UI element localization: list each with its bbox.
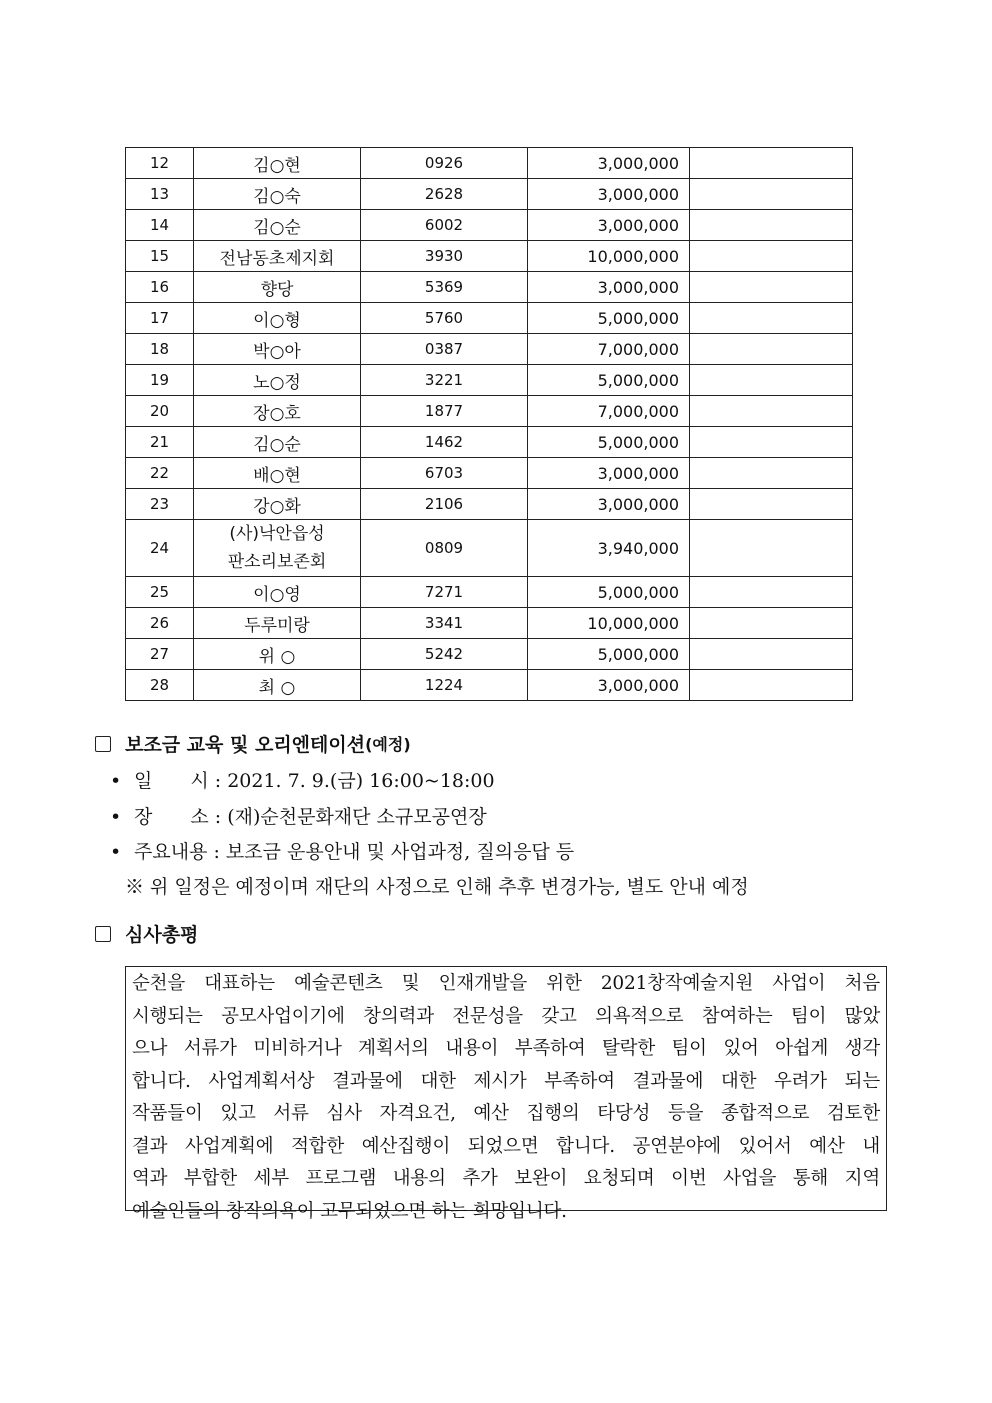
table-row bbox=[126, 241, 853, 272]
cell-note bbox=[690, 670, 853, 701]
review-line: 합니다. 사업계획서상 결과물에 대한 제시가 부족하여 결과물에 대한 우려가 되는 bbox=[132, 1070, 880, 1092]
table-row bbox=[126, 210, 853, 241]
table-row bbox=[126, 148, 853, 179]
cell-note bbox=[690, 148, 853, 179]
cell-number: 19 bbox=[126, 365, 194, 396]
cell-amount: 5,000,000 bbox=[528, 365, 690, 396]
cell-code: 0926 bbox=[361, 148, 528, 179]
info-line-date bbox=[110, 766, 495, 793]
cell-number: 21 bbox=[126, 427, 194, 458]
cell-note bbox=[690, 210, 853, 241]
table-row bbox=[126, 427, 853, 458]
table-row bbox=[126, 520, 853, 577]
review-line: 예술인들의 창작의욕이 고무되었으면 하는 희망입니다. bbox=[132, 1200, 567, 1222]
cell-name: 이○형 bbox=[194, 303, 361, 334]
section-title: 심사총평 bbox=[125, 924, 199, 946]
cell-amount: 5,000,000 bbox=[528, 577, 690, 608]
cell-code: 5369 bbox=[361, 272, 528, 303]
cell-name: 장○호 bbox=[194, 396, 361, 427]
info-line-content bbox=[110, 837, 574, 864]
cell-code: 3221 bbox=[361, 365, 528, 396]
table-row bbox=[126, 365, 853, 396]
cell-note bbox=[690, 365, 853, 396]
table-row bbox=[126, 303, 853, 334]
cell-note bbox=[690, 427, 853, 458]
table-row bbox=[126, 396, 853, 427]
table-row bbox=[126, 458, 853, 489]
cell-number: 20 bbox=[126, 396, 194, 427]
cell-number: 25 bbox=[126, 577, 194, 608]
cell-code: 3341 bbox=[361, 608, 528, 639]
applicant-table-body bbox=[126, 148, 853, 701]
checkbox-square-icon bbox=[95, 926, 111, 942]
checkbox-square-icon bbox=[95, 736, 111, 752]
cell-number: 27 bbox=[126, 639, 194, 670]
cell-note bbox=[690, 520, 853, 577]
cell-amount: 7,000,000 bbox=[528, 396, 690, 427]
cell-code: 0387 bbox=[361, 334, 528, 365]
info-label: 장 소 bbox=[134, 806, 209, 828]
cell-name: 강○화 bbox=[194, 489, 361, 520]
cell-name: 두루미랑 bbox=[194, 608, 361, 639]
cell-name-line: (사)낙안읍성 bbox=[229, 524, 325, 544]
review-line: 시행되는 공모사업이기에 창의력과 전문성을 갖고 의욕적으로 참여하는 팀이 많았 bbox=[132, 1005, 880, 1027]
review-line: 결과 사업계획에 적합한 예산집행이 되었으면 합니다. 공연분야에 있어서 예산 내 bbox=[132, 1135, 880, 1157]
cell-number: 12 bbox=[126, 148, 194, 179]
info-label: 주요내용 bbox=[134, 841, 208, 863]
cell-name: 이○영 bbox=[194, 577, 361, 608]
cell-amount: 5,000,000 bbox=[528, 427, 690, 458]
cell-code: 5242 bbox=[361, 639, 528, 670]
cell-code: 7271 bbox=[361, 577, 528, 608]
cell-number: 22 bbox=[126, 458, 194, 489]
cell-amount: 3,000,000 bbox=[528, 148, 690, 179]
cell-note bbox=[690, 334, 853, 365]
review-line: 으나 서류가 미비하거나 계획서의 내용이 부족하여 탈락한 팀이 있어 아쉽게 생각 bbox=[132, 1038, 880, 1059]
section-heading-review bbox=[95, 920, 198, 947]
cell-name: 향당 bbox=[194, 272, 361, 303]
review-summary-box bbox=[125, 966, 887, 1222]
cell-amount: 5,000,000 bbox=[528, 639, 690, 670]
cell-name-line: 판소리보존회 bbox=[227, 552, 327, 572]
bullet-icon: • bbox=[110, 841, 122, 863]
cell-name: 배○현 bbox=[194, 458, 361, 489]
cell-number: 16 bbox=[126, 272, 194, 303]
cell-number: 18 bbox=[126, 334, 194, 365]
info-line-place bbox=[110, 802, 487, 829]
review-line: 역과 부합한 세부 프로그램 내용의 추가 보완이 요청되며 이번 사업을 통해 지역 bbox=[132, 1168, 880, 1189]
review-line: 순천을 대표하는 예술콘텐츠 및 인재개발을 위한 2021창작예술지원 사업이 처음 bbox=[132, 973, 880, 994]
cell-note bbox=[690, 396, 853, 427]
cell-amount: 3,000,000 bbox=[528, 458, 690, 489]
bullet-icon: • bbox=[110, 770, 122, 792]
bullet-icon: • bbox=[110, 806, 122, 828]
cell-name: 박○아 bbox=[194, 334, 361, 365]
cell-amount: 10,000,000 bbox=[528, 608, 690, 639]
section-title-suffix: (예정) bbox=[365, 735, 411, 754]
cell-number: 26 bbox=[126, 608, 194, 639]
cell-amount: 3,000,000 bbox=[528, 489, 690, 520]
table-row bbox=[126, 334, 853, 365]
info-value: : 보조금 운용안내 및 사업과정, 질의응답 등 bbox=[213, 841, 575, 863]
cell-name: 김○숙 bbox=[194, 179, 361, 210]
cell-amount: 3,940,000 bbox=[528, 520, 690, 577]
cell-note bbox=[690, 303, 853, 334]
cell-amount: 3,000,000 bbox=[528, 179, 690, 210]
cell-name: 최 ○ bbox=[194, 670, 361, 701]
cell-number: 15 bbox=[126, 241, 194, 272]
cell-code: 2628 bbox=[361, 179, 528, 210]
schedule-note: ※ 위 일정은 예정이며 재단의 사정으로 인해 추후 변경가능, 별도 안내 예정 bbox=[125, 876, 749, 898]
section-heading-orientation bbox=[95, 730, 411, 757]
section-title: 보조금 교육 및 오리엔테이션 bbox=[125, 734, 366, 756]
cell-amount: 5,000,000 bbox=[528, 303, 690, 334]
cell-note bbox=[690, 179, 853, 210]
review-line: 작품들이 있고 서류 심사 자격요건, 예산 집행의 타당성 등을 종합적으로 검토한 bbox=[132, 1103, 880, 1124]
cell-name bbox=[194, 520, 361, 577]
table-row bbox=[126, 272, 853, 303]
cell-note bbox=[690, 241, 853, 272]
info-label: 일 시 bbox=[134, 770, 209, 792]
cell-amount: 3,000,000 bbox=[528, 670, 690, 701]
info-value: : 2021. 7. 9.(금) 16:00~18:00 bbox=[214, 770, 495, 792]
cell-number: 13 bbox=[126, 179, 194, 210]
table-row bbox=[126, 179, 853, 210]
cell-amount: 7,000,000 bbox=[528, 334, 690, 365]
cell-number: 23 bbox=[126, 489, 194, 520]
cell-code: 6703 bbox=[361, 458, 528, 489]
info-value: : (재)순천문화재단 소규모공연장 bbox=[214, 806, 487, 828]
cell-note bbox=[690, 272, 853, 303]
cell-name: 위 ○ bbox=[194, 639, 361, 670]
cell-name: 김○순 bbox=[194, 210, 361, 241]
cell-name: 노○정 bbox=[194, 365, 361, 396]
cell-number: 28 bbox=[126, 670, 194, 701]
cell-code: 3930 bbox=[361, 241, 528, 272]
table-row bbox=[126, 670, 853, 701]
cell-note bbox=[690, 458, 853, 489]
cell-code: 1462 bbox=[361, 427, 528, 458]
cell-code: 1224 bbox=[361, 670, 528, 701]
table-row bbox=[126, 608, 853, 639]
cell-note bbox=[690, 577, 853, 608]
cell-amount: 3,000,000 bbox=[528, 272, 690, 303]
cell-code: 0809 bbox=[361, 520, 528, 577]
cell-code: 2106 bbox=[361, 489, 528, 520]
cell-number: 24 bbox=[126, 520, 194, 577]
table-row bbox=[126, 639, 853, 670]
cell-code: 1877 bbox=[361, 396, 528, 427]
cell-note bbox=[690, 489, 853, 520]
cell-name: 김○순 bbox=[194, 427, 361, 458]
table-row bbox=[126, 489, 853, 520]
cell-amount: 10,000,000 bbox=[528, 241, 690, 272]
cell-code: 6002 bbox=[361, 210, 528, 241]
applicant-table bbox=[125, 147, 853, 701]
cell-note bbox=[690, 639, 853, 670]
cell-number: 17 bbox=[126, 303, 194, 334]
cell-note bbox=[690, 608, 853, 639]
cell-code: 5760 bbox=[361, 303, 528, 334]
cell-name: 김○현 bbox=[194, 148, 361, 179]
cell-amount: 3,000,000 bbox=[528, 210, 690, 241]
cell-number: 14 bbox=[126, 210, 194, 241]
table-row bbox=[126, 577, 853, 608]
cell-name: 전남동초제지회 bbox=[194, 241, 361, 272]
